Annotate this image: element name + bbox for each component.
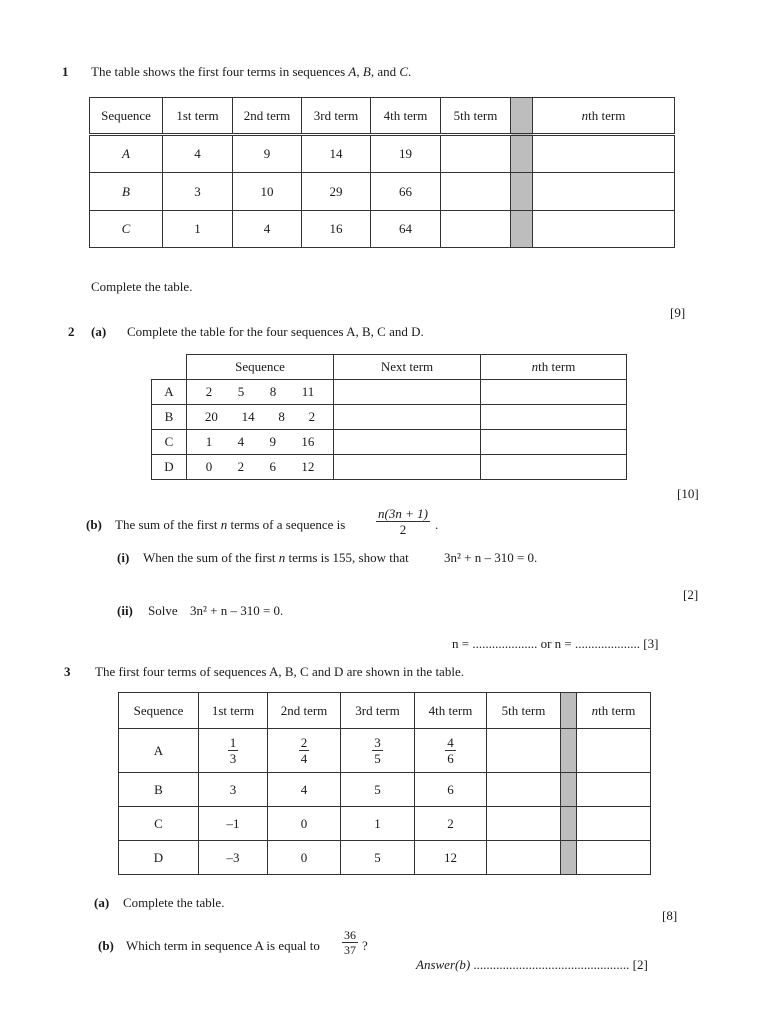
q1-intro-c: C xyxy=(399,64,409,79)
q2-fraction-denominator: 2 xyxy=(399,522,407,537)
table-row xyxy=(119,729,651,773)
q1-row-label: C xyxy=(90,211,163,248)
q1-cell: 9 xyxy=(233,135,302,173)
q2-ii-text: Solve xyxy=(148,603,178,618)
q3-frac-num: 4 xyxy=(447,735,454,750)
q1-cell: 4 xyxy=(163,135,233,173)
q2-answer-nth[interactable] xyxy=(481,430,627,455)
q3-cell: 6 xyxy=(415,773,487,807)
q2-i-text xyxy=(143,550,409,566)
q3-answer-nth[interactable] xyxy=(577,729,651,773)
q1-shaded-gap xyxy=(511,135,533,173)
q2-term: 9 xyxy=(269,434,276,449)
q3-answer-5th[interactable] xyxy=(487,807,561,841)
q2-part-a-label: (a) xyxy=(91,324,107,339)
q2-part-b-prefix: The sum of the first xyxy=(115,517,221,532)
q2-answer-next[interactable] xyxy=(334,430,481,455)
q3-answer-nth[interactable] xyxy=(577,807,651,841)
q2-row-label: B xyxy=(152,405,187,430)
q3-answer-nth[interactable] xyxy=(577,841,651,875)
q1-cell: 4 xyxy=(233,211,302,248)
q1-header-nth-text: th term xyxy=(588,107,626,123)
table-row xyxy=(152,455,627,480)
q3-part-a-text: Complete the table. xyxy=(123,895,225,910)
q1-header-1st: 1st term xyxy=(163,98,233,135)
table-row xyxy=(90,173,675,211)
q3-intro: The first four terms of sequences A, B, C and D are shown in the table. xyxy=(95,664,464,679)
q3-answer-5th[interactable] xyxy=(487,729,561,773)
q2-term: 8 xyxy=(269,384,277,399)
q3-row-label: C xyxy=(119,807,199,841)
q3-frac-num: 2 xyxy=(300,735,308,750)
q3-frac-den: 4 xyxy=(300,751,308,766)
q2-ii-equation: 3n² + n – 310 = 0. xyxy=(190,603,284,618)
q2-term: 2 xyxy=(308,409,316,424)
table-row xyxy=(152,405,627,430)
q1-header-5th: 5th term xyxy=(441,98,511,135)
q2-answer-nth[interactable] xyxy=(481,455,627,480)
q2-i-equation: 3n² + n – 310 = 0. xyxy=(444,550,538,565)
q3-cell: –3 xyxy=(199,841,268,875)
q2-header-nth-text: th term xyxy=(538,359,576,374)
q2-header-row xyxy=(152,355,627,380)
q2-row-label: A xyxy=(152,380,187,405)
table-row xyxy=(119,807,651,841)
q2-part-b-end: . xyxy=(435,517,439,532)
q3-cell xyxy=(415,729,487,773)
q3-shaded-gap xyxy=(561,693,577,729)
q2-term: 12 xyxy=(301,459,315,474)
q3-header-2nd: 2nd term xyxy=(268,693,341,729)
q1-table xyxy=(89,97,675,248)
table-row xyxy=(119,773,651,807)
q2-answer-next[interactable] xyxy=(334,405,481,430)
q2-part-b-mid: terms of a sequence is xyxy=(227,517,346,532)
q1-intro-prefix: The table shows the first four terms in sequences xyxy=(91,64,349,79)
q1-row-label: A xyxy=(90,135,163,173)
q2-part-b-n: n xyxy=(220,517,228,532)
q2-marks-a: [10] xyxy=(677,486,699,501)
q3-header-nth xyxy=(577,693,651,729)
q3-header-3rd: 3rd term xyxy=(341,693,415,729)
q2-answer-next[interactable] xyxy=(334,380,481,405)
q3-header-nth-text: th term xyxy=(598,702,636,718)
q2-term: 2 xyxy=(205,384,213,399)
q3-frac-num: 1 xyxy=(229,735,237,750)
q2-number: 2 xyxy=(68,324,75,339)
q1-header-nth-n: n xyxy=(581,107,589,123)
q2-sum-fraction xyxy=(376,507,430,536)
q2-fraction-numerator: n(3n + 1) xyxy=(378,506,428,521)
q1-cell: 10 xyxy=(233,173,302,211)
q2-part-a-text: Complete the table for the four sequences A, B, C and D. xyxy=(127,324,424,339)
q1-row-label: B xyxy=(90,173,163,211)
q1-intro-comma: , xyxy=(356,64,363,79)
q2-answer-nth[interactable] xyxy=(481,405,627,430)
q2-term: 20 xyxy=(204,409,218,424)
q2-sequence-cell xyxy=(187,455,334,480)
table-row xyxy=(152,430,627,455)
q2-term: 16 xyxy=(301,434,315,449)
q1-cell: 1 xyxy=(163,211,233,248)
q1-intro-end: . xyxy=(408,64,412,79)
q1-answer-5th[interactable] xyxy=(441,135,511,173)
q2-row-label: D xyxy=(152,455,187,480)
q1-intro-b: B xyxy=(362,64,371,79)
q3-marks-a: [8] xyxy=(662,908,678,923)
q3-answer-5th[interactable] xyxy=(487,841,561,875)
q2-answer-nth[interactable] xyxy=(481,380,627,405)
q3-header-sequence: Sequence xyxy=(119,693,199,729)
q2-i-prefix: When the sum of the first xyxy=(143,550,279,565)
q1-intro-and: , and xyxy=(370,64,400,79)
q1-header-nth xyxy=(533,98,675,135)
q1-cell: 14 xyxy=(302,135,371,173)
q2-term: 0 xyxy=(205,459,213,474)
q3-cell: 0 xyxy=(268,807,341,841)
q2-term: 11 xyxy=(301,384,315,399)
q3-header-5th: 5th term xyxy=(487,693,561,729)
q2-term: 8 xyxy=(278,409,285,424)
q1-header-sequence: Sequence xyxy=(90,98,163,135)
q1-answer-5th[interactable] xyxy=(441,211,511,248)
table-row xyxy=(90,211,675,248)
q2-term: 2 xyxy=(237,459,245,474)
q3-answer-nth[interactable] xyxy=(577,773,651,807)
q3-cell: 2 xyxy=(415,807,487,841)
q1-number: 1 xyxy=(62,64,69,79)
q1-cell: 66 xyxy=(371,173,441,211)
q3-target-denominator: 37 xyxy=(344,943,356,957)
q2-header-next: Next term xyxy=(334,355,481,380)
q3-shaded-gap xyxy=(561,807,577,841)
q1-header-4th: 4th term xyxy=(371,98,441,135)
q3-answer-dots[interactable]: ................................................ [2] xyxy=(470,957,648,972)
q3-shaded-gap xyxy=(561,841,577,875)
q3-cell: 3 xyxy=(199,773,268,807)
q2-term: 5 xyxy=(237,384,245,399)
q3-cell: 0 xyxy=(268,841,341,875)
q1-instruction: Complete the table. xyxy=(91,279,193,294)
q3-cell: 1 xyxy=(341,807,415,841)
q2-header-nth-n: n xyxy=(531,359,539,374)
q2-term: 4 xyxy=(237,434,245,449)
q3-frac-den: 3 xyxy=(229,751,237,766)
q1-answer-nth[interactable] xyxy=(533,173,675,211)
q1-cell: 29 xyxy=(302,173,371,211)
q3-answer-label: Answer(b) xyxy=(416,957,471,972)
q3-frac-den: 5 xyxy=(374,751,381,766)
q3-part-a-label: (a) xyxy=(94,895,110,910)
q1-intro xyxy=(91,64,411,80)
q2-sequence-cell xyxy=(187,380,334,405)
q1-shaded-gap xyxy=(511,211,533,248)
q2-i-n: n xyxy=(278,550,286,565)
q1-cell: 19 xyxy=(371,135,441,173)
q3-answer-5th[interactable] xyxy=(487,773,561,807)
q3-table xyxy=(118,692,651,875)
q1-header-3rd: 3rd term xyxy=(302,98,371,135)
q2-header-blank xyxy=(152,355,187,380)
q1-answer-nth[interactable] xyxy=(533,135,675,173)
q1-answer-5th[interactable] xyxy=(441,173,511,211)
q2-row-label: C xyxy=(152,430,187,455)
q3-row-label: D xyxy=(119,841,199,875)
q2-marks-i: [2] xyxy=(683,587,699,602)
q2-answer-next[interactable] xyxy=(334,455,481,480)
q1-answer-nth[interactable] xyxy=(533,211,675,248)
q2-term: 1 xyxy=(205,434,213,449)
q3-cell xyxy=(341,729,415,773)
q2-header-nth xyxy=(481,355,627,380)
table-row xyxy=(119,841,651,875)
q3-header-4th: 4th term xyxy=(415,693,487,729)
q2-part-b-text xyxy=(115,517,345,533)
table-row xyxy=(90,135,675,173)
q2-table xyxy=(151,354,627,480)
q2-header-sequence: Sequence xyxy=(187,355,334,380)
q1-header-row xyxy=(90,98,675,135)
q3-cell: 12 xyxy=(415,841,487,875)
q3-frac-den: 6 xyxy=(447,751,454,766)
q3-shaded-gap xyxy=(561,773,577,807)
q3-cell xyxy=(199,729,268,773)
q1-header-2nd: 2nd term xyxy=(233,98,302,135)
q1-cell: 16 xyxy=(302,211,371,248)
q2-term: 6 xyxy=(269,459,276,474)
q3-cell: 5 xyxy=(341,841,415,875)
q3-shaded-gap xyxy=(561,729,577,773)
q3-row-label: A xyxy=(119,729,199,773)
q1-cell: 3 xyxy=(163,173,233,211)
q2-part-b-label: (b) xyxy=(86,517,102,532)
q3-frac-num: 3 xyxy=(374,735,381,750)
q2-i-label: (i) xyxy=(117,550,130,565)
q1-shaded-gap xyxy=(511,173,533,211)
q3-part-b-label: (b) xyxy=(98,938,114,953)
q3-number: 3 xyxy=(64,664,71,679)
q3-target-numerator: 36 xyxy=(344,928,356,942)
q2-sequence-cell xyxy=(187,405,334,430)
q3-cell: 4 xyxy=(268,773,341,807)
q1-intro-a: A xyxy=(348,64,357,79)
q3-cell: 5 xyxy=(341,773,415,807)
q3-target-fraction xyxy=(342,929,358,956)
q3-part-b-text: Which term in sequence A is equal to xyxy=(126,938,320,953)
q2-answer-line: n = .................... or n = .................... [3] xyxy=(452,636,659,651)
q3-cell: –1 xyxy=(199,807,268,841)
q3-header-row xyxy=(119,693,651,729)
q1-shaded-gap xyxy=(511,98,533,135)
table-row xyxy=(152,380,627,405)
q2-ii-label: (ii) xyxy=(117,603,133,618)
q3-part-b-end: ? xyxy=(362,938,368,953)
q1-cell: 64 xyxy=(371,211,441,248)
q3-header-1st: 1st term xyxy=(199,693,268,729)
q1-marks: [9] xyxy=(670,305,686,320)
q2-i-mid: terms is 155, show that xyxy=(285,550,409,565)
q2-sequence-cell xyxy=(187,430,334,455)
q3-row-label: B xyxy=(119,773,199,807)
q2-term: 14 xyxy=(241,409,255,424)
q3-answer-b xyxy=(416,957,648,973)
q3-header-nth-n: n xyxy=(591,702,599,718)
q3-cell xyxy=(268,729,341,773)
